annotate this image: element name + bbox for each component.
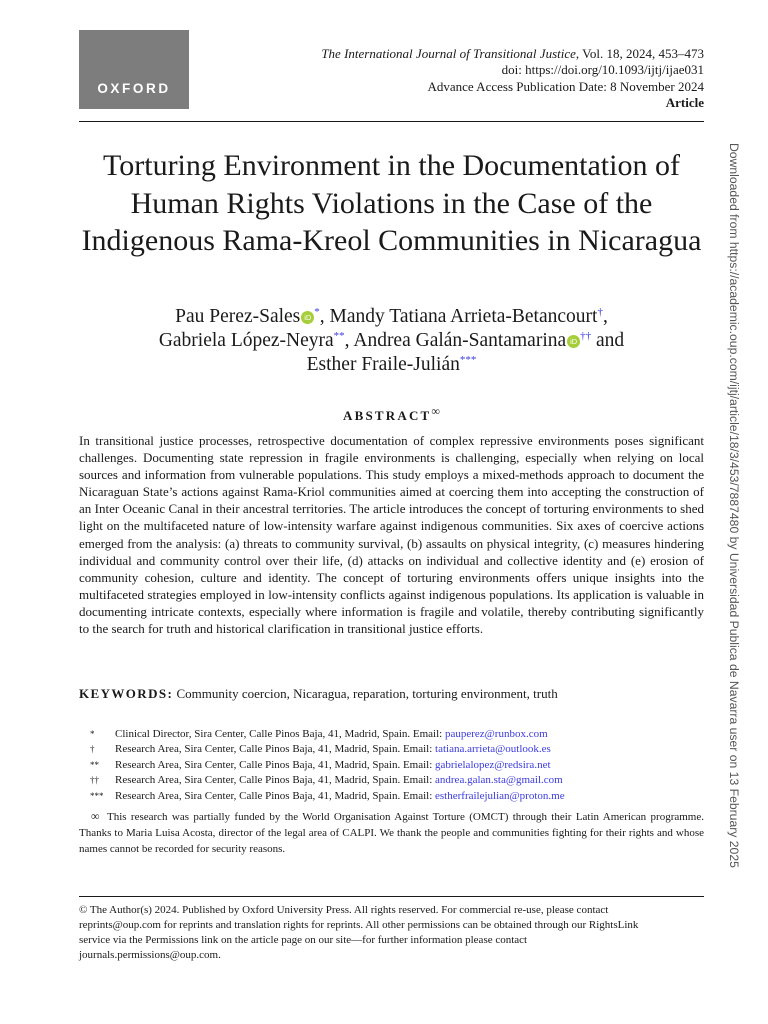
author-name: Andrea Galán-Santamarina: [353, 330, 567, 351]
journal-volume: , Vol. 18, 2024, 453–473: [575, 46, 704, 61]
affiliation-item: [79, 758, 704, 773]
affiliation-line: [115, 773, 563, 788]
affiliation-text: Research Area, Sira Center, Calle Pinos Baja, 41, Madrid, Spain. Email:: [115, 774, 436, 787]
abstract-heading: [79, 404, 704, 424]
author-separator: ,: [602, 306, 608, 327]
author-mark[interactable]: ***: [459, 354, 477, 366]
email-link[interactable]: estherfrailejulian@proton.me: [435, 789, 565, 802]
author-name: Esther Fraile-Julián: [306, 354, 460, 375]
email-link[interactable]: pauperez@runbox.com: [444, 728, 548, 740]
author-mark[interactable]: ††: [580, 330, 592, 342]
author-mark[interactable]: **: [333, 330, 345, 342]
abstract-heading-text: ABSTRACT: [343, 408, 432, 423]
affiliation-line: [115, 742, 551, 757]
affiliation-line: [115, 789, 565, 804]
email-link[interactable]: tatiana.arrieta@outlook.es: [435, 743, 551, 756]
logo-text: OXFORD: [97, 81, 171, 96]
affiliation-item: [79, 773, 704, 788]
advance-access-date: Advance Access Publication Date: 8 November 2024: [427, 78, 704, 94]
affiliation-text: Research Area, Sira Center, Calle Pinos Baja, 41, Madrid, Spain. Email:: [115, 758, 436, 771]
funding-mark: ∞: [91, 809, 100, 823]
affiliation-mark: ††: [90, 775, 99, 786]
download-notice-text: Downloaded from https://academic.oup.com/ijtj/article/18/3/453/7887480 by Universidad Publica de Navarra user on 13 February 2025: [727, 143, 741, 868]
abstract-heading-mark: ∞: [431, 404, 440, 418]
copyright-notice: © The Author(s) 2024. Published by Oxford University Press. All rights reserved. For commercial re-use, please contact reprints@oup.com for reprints and translation rights for reprints. All other permissions can be obtained through our RightsLink service via the Permissions link on the article page on our site—for further information please contact journals.permissions@oup.com.: [79, 904, 639, 961]
affiliation-item: [79, 789, 704, 804]
paper-title: Torturing Environment in the Documentation of Human Rights Violations in the Case of the Indigenous Rama-Kreol Communities in Nicaragua: [81, 149, 702, 257]
journal-info: [264, 46, 704, 112]
author-name: Gabriela López-Neyra: [158, 330, 334, 351]
author-mark[interactable]: *: [314, 306, 320, 318]
affiliation-item: [79, 742, 704, 757]
author-line-2: [79, 329, 704, 353]
abstract-text: In transitional justice processes, retrospective documentation of complex repressive environments poses significant challenges. Documenting state repression in fragile environments is challenging, especially when relying on local sources and information from vulnerable populations. This study employs a mixed-methods approach to document the Nicaraguan State’s actions against Rama-Kriol communities aimed at coercing them into accepting the construction of an Inter Oceanic Canal in their ancestral territories. The article introduces the concept of torturing environments to shed light on the multifaceted nature of low-intensity warfare against indigenous communities. Six axes of coercive actions emerged from the analysis: (a) threats to community survival, (b) assaults on physical integrity, (c) measures hindering individual and community control over their life, (d) attacks on individual and collective identity and (e) erosion of community cohesion, culture and identity. The concept of torturing environments offers unique insights into the multifaceted strategies employed in low-intensity conflicts against indigenous populations. Its application is valuable in documenting intricate contexts, especially where information is fragile and volatile, thereby contributing significantly to the search for truth and historical clarification in transitional justice efforts.: [79, 433, 704, 637]
orcid-icon[interactable]: iD: [301, 311, 314, 324]
email-link[interactable]: andrea.galan.sta@gmail.com: [435, 774, 563, 787]
affiliation-text: Clinical Director, Sira Center, Calle Pinos Baja, 41, Madrid, Spain. Email:: [115, 728, 445, 740]
author-list: [79, 305, 704, 377]
author-name: Mandy Tatiana Arrieta-Betancourt: [329, 306, 598, 327]
affiliation-line: [115, 727, 548, 742]
author-separator: and: [591, 330, 625, 351]
journal-citation: [264, 46, 704, 62]
header-rule: [79, 121, 704, 122]
footer-rule: [79, 896, 704, 897]
affiliation-mark: **: [90, 759, 99, 770]
keywords: [79, 685, 704, 702]
affiliation-mark: †: [90, 744, 95, 755]
article-type: Article: [665, 95, 704, 111]
journal-doi[interactable]: doi: https://doi.org/10.1093/ijtj/ijae031: [501, 62, 704, 78]
author-name: Pau Perez-Sales: [175, 306, 301, 327]
journal-name: The International Journal of Transitional Justice: [321, 46, 576, 61]
author-separator: ,: [344, 330, 354, 351]
oxford-logo: [79, 30, 189, 109]
affiliations: [79, 727, 704, 804]
affiliation-text: Research Area, Sira Center, Calle Pinos Baja, 41, Madrid, Spain. Email:: [115, 743, 436, 756]
email-link[interactable]: gabrielalopez@redsira.net: [435, 758, 551, 771]
author-mark[interactable]: †: [597, 306, 603, 318]
affiliation-line: [115, 758, 551, 773]
affiliation-mark: ***: [90, 790, 104, 801]
affiliation-text: Research Area, Sira Center, Calle Pinos Baja, 41, Madrid, Spain. Email:: [115, 789, 436, 802]
author-line-3: [79, 353, 704, 377]
funding-text: This research was partially funded by the World Organisation Against Torture (OMCT) through their Latin American programme. Thanks to Maria Luisa Acosta, director of the legal area of CALPI. We thank the people and communities fighting for their rights and whose names cannot be recorded for security reasons.: [79, 811, 704, 855]
author-separator: ,: [319, 306, 330, 327]
funding-note: [79, 808, 704, 857]
keywords-list: Community coercion, Nicaragua, reparation, torturing environment, truth: [176, 686, 558, 701]
keywords-label: KEYWORDS:: [79, 686, 174, 701]
affiliation-item: [79, 727, 704, 742]
affiliation-mark: *: [90, 729, 95, 739]
download-notice: [726, 143, 746, 878]
orcid-icon[interactable]: iD: [567, 335, 580, 348]
author-line-1: [79, 305, 704, 329]
